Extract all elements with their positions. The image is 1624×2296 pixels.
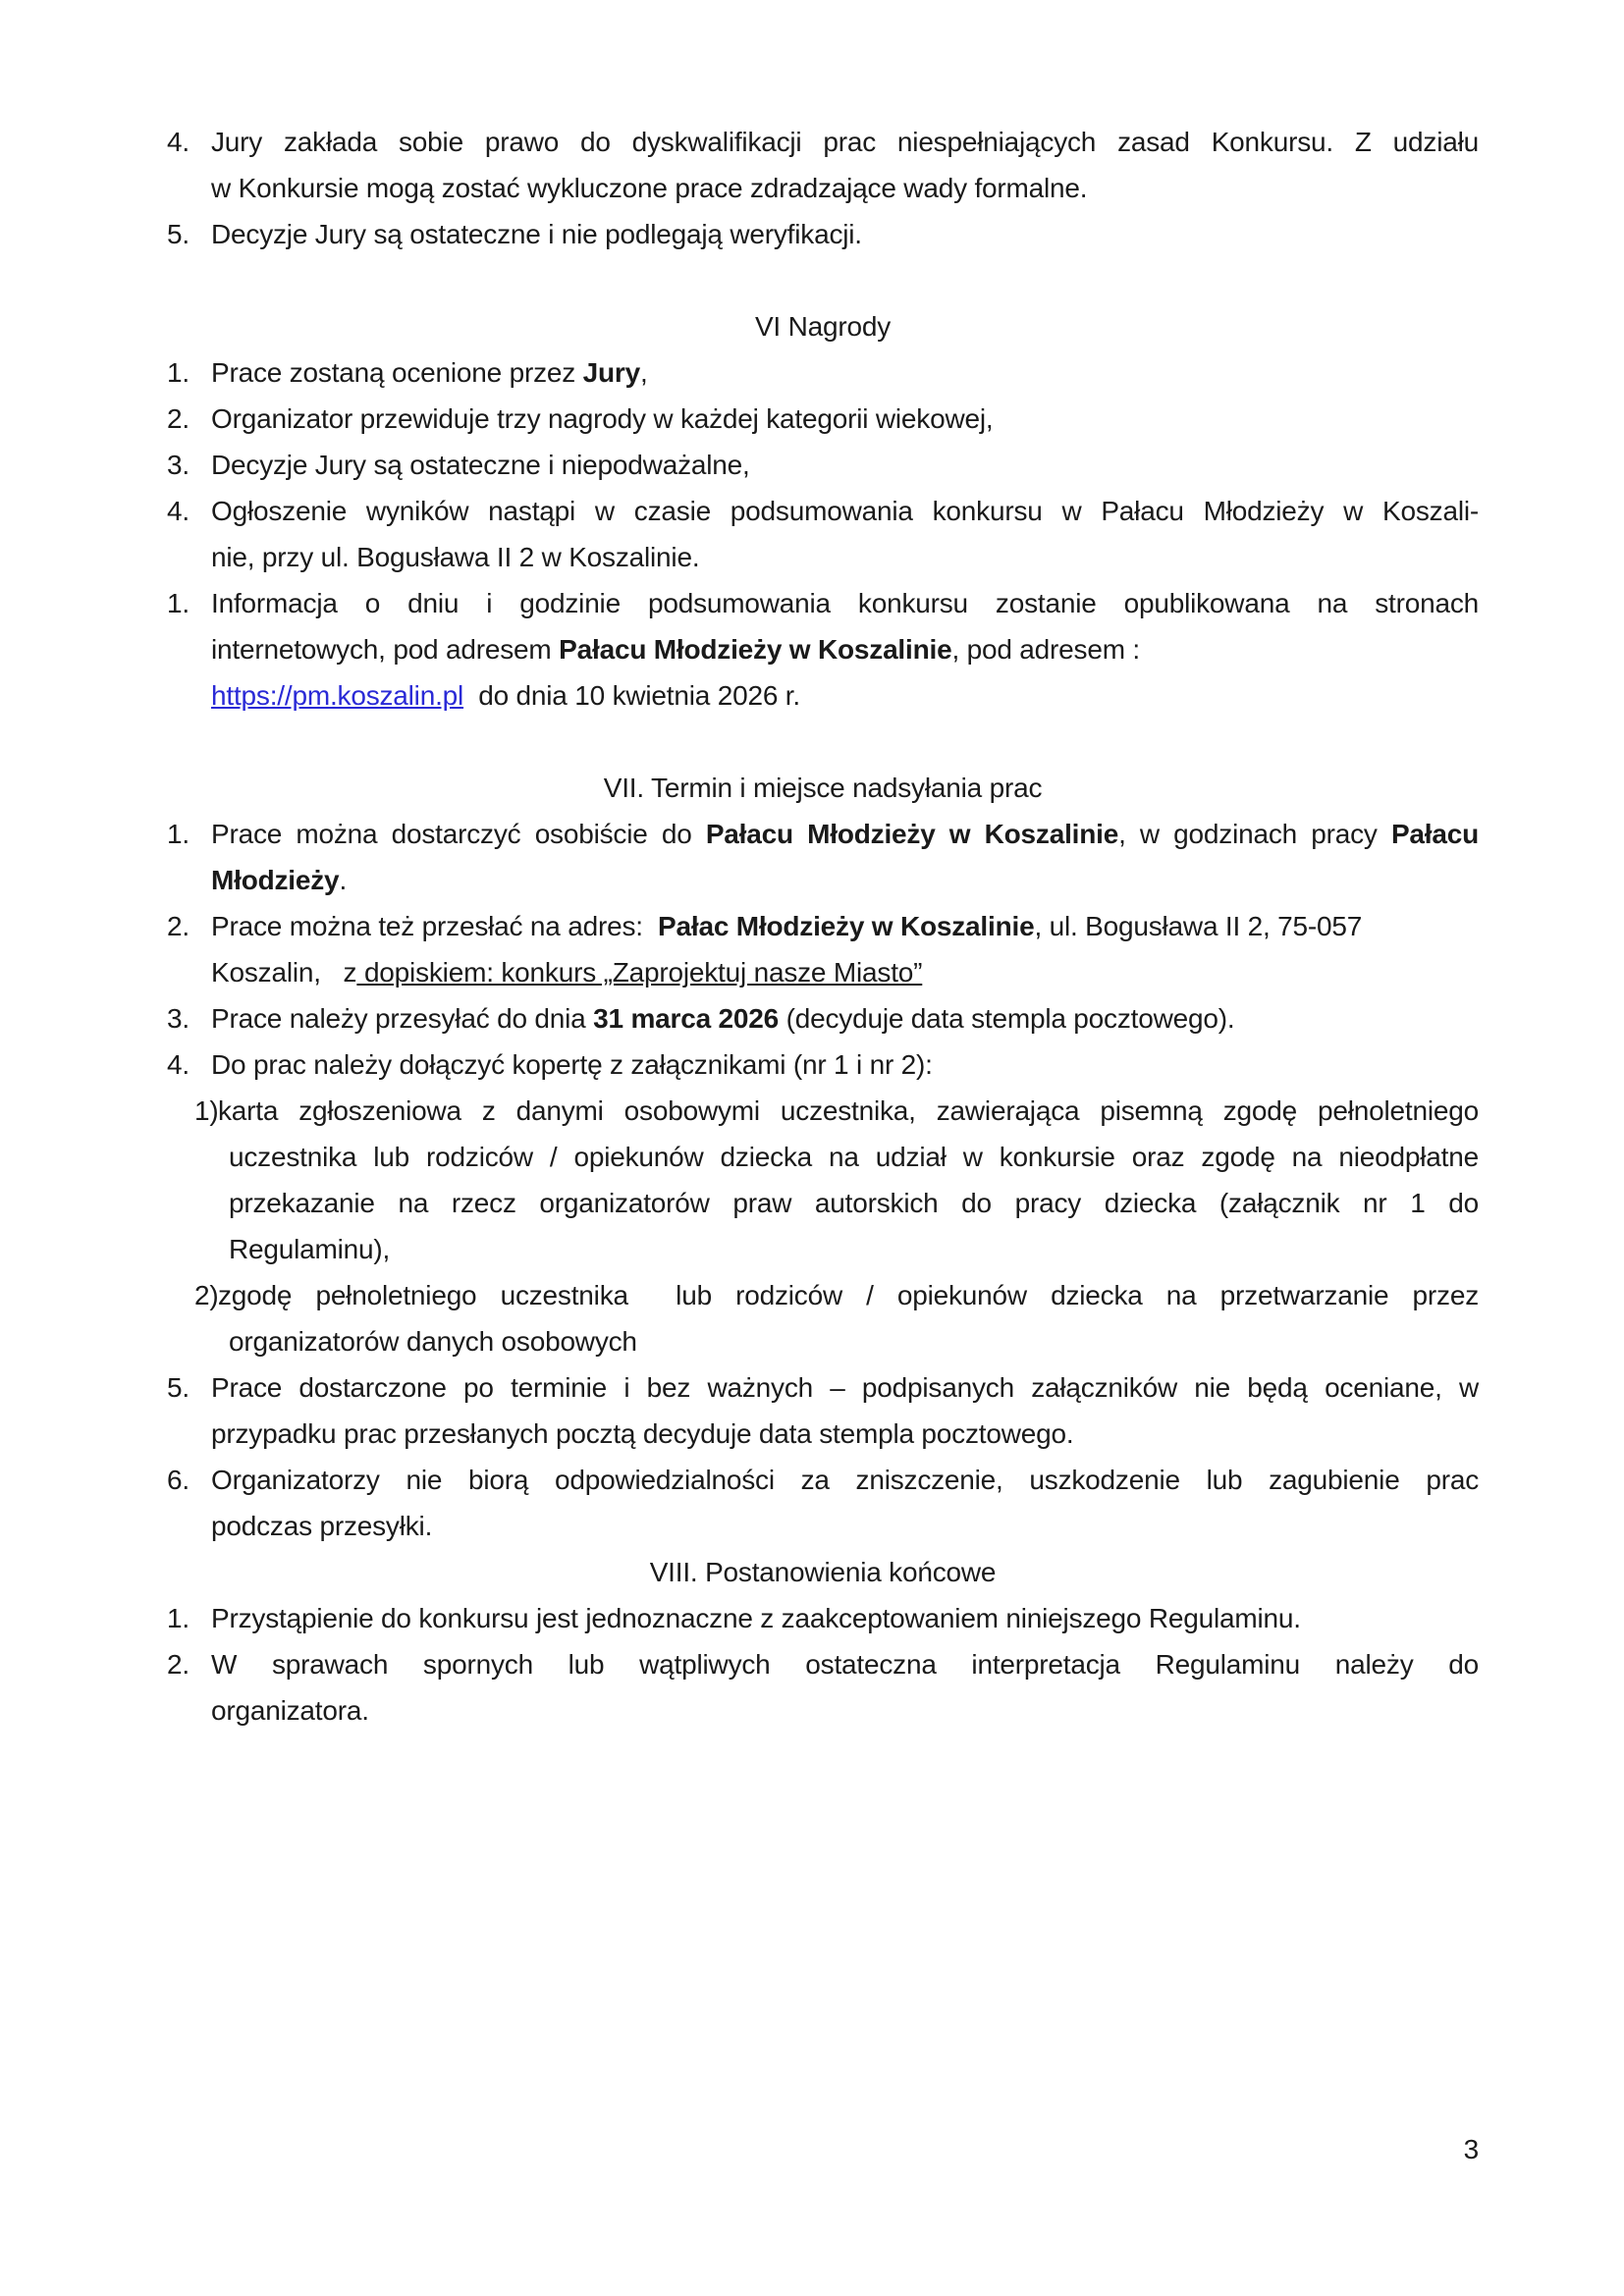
text-line [167,165,1479,211]
list-marker: 1. [167,819,189,849]
website-link[interactable]: https://pm.koszalin.pl [211,680,464,711]
text-line [167,1180,1479,1226]
list-marker: 1) [194,1095,219,1126]
section-heading [167,1549,1479,1595]
text-run: , ul. Bogusława II 2, 75-057 [1034,911,1363,941]
bold-text: 31 marca 2026 [593,1003,780,1034]
text-run: Prace można też przesłać na adres: [211,911,659,941]
text-line [167,1041,1479,1088]
blank-line [167,257,1479,303]
text-run: Przystąpienie do konkursu jest jednoznaczne z zaakceptowaniem niniejszego Regulaminu. [211,1603,1301,1633]
text-run: W sprawach spornych lub wątpliwych ostateczna interpretacja Regulaminu należy do [211,1649,1479,1680]
text-run: zgodę pełnoletniego uczestnika lub rodziców / opiekunów dziecka na przetwarzanie przez [218,1280,1479,1310]
text-run: VII. Termin i miejsce nadsyłania prac [603,773,1043,803]
text-run: , pod adresem : [951,634,1141,665]
text-line [167,949,1479,995]
text-run: przypadku prac przesłanych pocztą decyduje data stempla pocztowego. [211,1418,1074,1449]
text-run: karta zgłoszeniowa z danymi osobowymi uczestnika, zawierająca pisemną zgodę pełnoletniego [218,1095,1479,1126]
text-line [167,626,1479,672]
section-heading [167,765,1479,811]
text-line [167,442,1479,488]
text-line [167,1687,1479,1734]
list-marker: 5. [167,1372,189,1403]
text-run: uczestnika lub rodziców / opiekunów dziecka na udział w konkursie oraz zgodę na nieodpłatne [229,1142,1479,1172]
text-run: w Konkursie mogą zostać wykluczone prace zdradzające wady formalne. [211,173,1088,203]
text-line [167,903,1479,949]
text-run: internetowych, pod adresem [211,634,560,665]
list-marker: 2. [167,403,189,434]
text-line [167,1272,1479,1318]
text-line [167,534,1479,580]
text-run: do dnia 10 kwietnia 2026 r. [463,680,800,711]
text-line [167,119,1479,165]
list-marker: 1. [167,588,189,618]
text-run: Decyzje Jury są ostateczne i nie podlegają weryfikacji. [211,219,862,249]
text-line [167,995,1479,1041]
page-number: 3 [1463,2134,1479,2164]
list-marker: 4. [167,1049,189,1080]
text-run: przekazanie na rzecz organizatorów praw autorskich do pracy dziecka (załącznik nr 1 do [229,1188,1479,1218]
text-run: Organizator przewiduje trzy nagrody w każdej kategorii wiekowej, [211,403,994,434]
list-marker: 2) [194,1280,219,1310]
text-run: Informacja o dniu i godzinie podsumowania konkursu zostanie opublikowana na stronach [211,588,1479,618]
list-marker: 6. [167,1465,189,1495]
list-marker: 2. [167,911,189,941]
text-run: Koszalin, z [211,957,357,988]
list-marker: 4. [167,127,189,157]
text-run: Prace można dostarczyć osobiście do [211,819,706,849]
text-line [167,1411,1479,1457]
underlined-text: dopiskiem: konkurs „Zaprojektuj nasze Miasto” [356,957,923,988]
text-run: VIII. Postanowienia końcowe [649,1557,997,1587]
text-run: Organizatorzy nie biorą odpowiedzialności za zniszczenie, uszkodzenie lub zagubienie prac [211,1465,1479,1495]
text-run: , [640,357,648,388]
document-content [167,119,1479,1734]
text-line [167,1226,1479,1272]
text-line [167,857,1479,903]
text-run: Jury zakłada sobie prawo do dyskwalifikacji prac niespełniających zasad Konkursu. Z udziału [211,127,1479,157]
text-run: VI Nagrody [754,311,892,342]
bold-text: Młodzieży [211,865,340,895]
blank-line [167,719,1479,765]
list-marker: 3. [167,450,189,480]
list-marker: 1. [167,357,189,388]
text-line [167,349,1479,396]
bold-text: Pałac Młodzieży w Koszalinie [658,911,1035,941]
bold-text: Pałacu [1390,819,1480,849]
text-line [167,811,1479,857]
text-line [167,396,1479,442]
text-run: (decyduje data stempla pocztowego). [779,1003,1235,1034]
text-line [167,672,1479,719]
text-run: . [339,865,348,895]
text-run: Prace zostaną ocenione przez [211,357,583,388]
text-line [167,1318,1479,1364]
list-marker: 3. [167,1003,189,1034]
text-run: organizatorów danych osobowych [229,1326,637,1357]
bold-text: Pałacu Młodzieży w Koszalinie [559,634,952,665]
text-line [167,1595,1479,1641]
text-run: , w godzinach pracy [1118,819,1391,849]
text-run: Regulaminu), [229,1234,391,1264]
text-run: podczas przesyłki. [211,1511,433,1541]
text-line [167,488,1479,534]
text-run: Prace należy przesyłać do dnia [211,1003,594,1034]
text-line [167,1641,1479,1687]
text-line [167,580,1479,626]
text-line [167,1134,1479,1180]
list-marker: 4. [167,496,189,526]
list-marker: 2. [167,1649,189,1680]
bold-text: Pałacu Młodzieży w Koszalinie [705,819,1119,849]
section-heading [167,303,1479,349]
text-line [167,1088,1479,1134]
text-run: Ogłoszenie wyników nastąpi w czasie podsumowania konkursu w Pałacu Młodzieży w Koszali- [211,496,1479,526]
text-line [167,1503,1479,1549]
text-line [167,211,1479,257]
bold-text: Jury [582,357,641,388]
list-marker: 1. [167,1603,189,1633]
text-run: Decyzje Jury są ostateczne i niepodważalne, [211,450,750,480]
text-line [167,1364,1479,1411]
text-line [167,1457,1479,1503]
text-run: Prace dostarczone po terminie i bez ważnych – podpisanych załączników nie będą oceniane, w [211,1372,1479,1403]
text-run: Do prac należy dołączyć kopertę z załącznikami (nr 1 i nr 2): [211,1049,933,1080]
text-run: organizatora. [211,1695,369,1726]
list-marker: 5. [167,219,189,249]
text-run: nie, przy ul. Bogusława II 2 w Koszalinie. [211,542,700,572]
